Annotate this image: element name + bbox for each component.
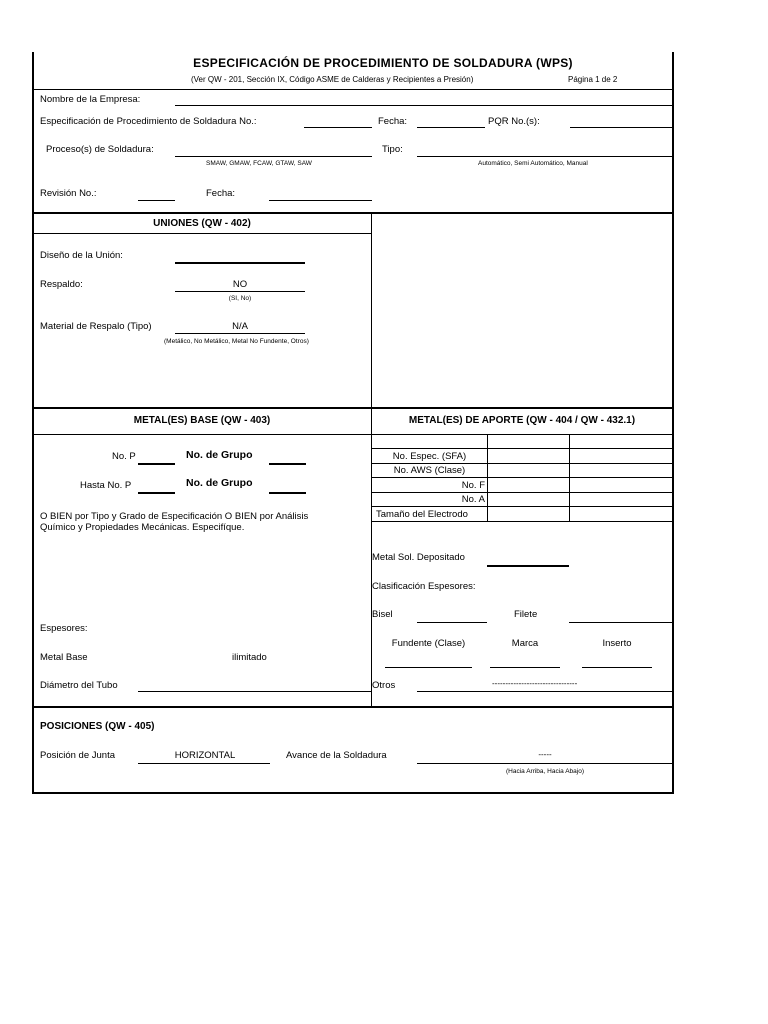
thickness-classification-label: Clasificación Espesores: <box>372 581 476 592</box>
group-number-label: No. de Grupo <box>186 449 253 461</box>
specification-text-line-2: Químico y Propiedades Mecánicas. Especifíque. <box>40 522 245 533</box>
filler-table-row-line-6 <box>372 521 672 522</box>
general-section-divider <box>32 212 674 214</box>
group-number-input-line[interactable] <box>269 463 306 465</box>
joint-position-input-line[interactable] <box>138 763 270 764</box>
date-input-line[interactable] <box>417 127 485 128</box>
backing-material-value: N/A <box>232 321 248 332</box>
filler-metal-section-title: METAL(ES) DE APORTE (QW - 404 / QW - 432.1) <box>408 415 636 426</box>
progression-hint: (Hacia Arriba, Hacia Abajo) <box>505 768 585 775</box>
base-metal-value: ilimitado <box>232 652 267 663</box>
insert-input-line[interactable] <box>582 667 652 668</box>
groove-input-line[interactable] <box>417 622 487 623</box>
positions-section-title: POSICIONES (QW - 405) <box>40 721 155 732</box>
revision-input-line[interactable] <box>138 200 175 201</box>
group-number-input-line-2[interactable] <box>269 492 306 494</box>
filler-table-col-line-2 <box>569 435 570 521</box>
page-title: ESPECIFICACIÓN DE PROCEDIMIENTO DE SOLDADURA (WPS) <box>193 56 573 70</box>
backing-input-line[interactable] <box>175 291 305 292</box>
backing-material-label: Material de Respalo (Tipo) <box>40 321 152 332</box>
progression-label: Avance de la Soldadura <box>286 750 387 761</box>
others-label: Otros <box>372 680 396 691</box>
pipe-diameter-input-line[interactable] <box>138 691 372 692</box>
deposited-metal-label: Metal Sol. Depositado <box>372 552 465 563</box>
type-hint: Automático, Semi Automático, Manual <box>478 160 588 167</box>
filler-table-row-line-5 <box>372 506 672 507</box>
progression-value: ----- <box>538 750 552 759</box>
others-value: -------------------------------- <box>492 679 578 688</box>
type-input-line[interactable] <box>417 156 672 157</box>
to-p-number-label: Hasta No. P <box>80 480 132 491</box>
joint-position-value: HORIZONTAL <box>174 750 236 761</box>
others-input-line[interactable] <box>417 691 672 692</box>
p-number-input-line[interactable] <box>138 463 175 465</box>
joint-position-label: Posición de Junta <box>40 750 115 761</box>
p-number-label: No. P <box>112 451 136 462</box>
frame-bottom-border <box>32 792 674 794</box>
metals-section-divider <box>32 706 674 708</box>
joint-design-input-line[interactable] <box>175 262 305 264</box>
backing-material-hint: (Metálico, No Metálico, Metal No Fundente, Otros) <box>164 338 309 345</box>
revision-label: Revisión No.: <box>40 188 97 199</box>
pqr-label: PQR No.(s): <box>488 116 540 127</box>
electrode-size-label: Tamaño del Electrodo <box>376 509 468 520</box>
process-label: Proceso(s) de Soldadura: <box>46 144 154 155</box>
filler-f-number-label: No. F <box>461 480 485 491</box>
filler-table-row-line-2 <box>372 463 672 464</box>
company-input-line[interactable] <box>175 105 672 106</box>
backing-hint: (SI, No) <box>228 295 252 302</box>
group-number-label-2: No. de Grupo <box>186 477 253 489</box>
groove-label: Bisel <box>372 609 393 620</box>
filler-aws-class-label: No. AWS (Clase) <box>393 465 466 476</box>
base-metal-label: Metal Base <box>40 652 88 663</box>
fillet-input-line[interactable] <box>569 622 672 623</box>
process-input-line[interactable] <box>175 156 372 157</box>
date-label: Fecha: <box>378 116 408 127</box>
thickness-label: Espesores: <box>40 623 88 634</box>
flux-class-label: Fundente (Clase) <box>391 638 466 649</box>
base-metal-section-title: METAL(ES) BASE (QW - 403) <box>133 415 271 426</box>
fillet-label: Filete <box>514 609 538 620</box>
to-p-number-input-line[interactable] <box>138 492 175 494</box>
joints-section-title: UNIONES (QW - 402) <box>153 218 251 229</box>
wps-number-label: Especificación de Procedimiento de Soldadura No.: <box>40 116 257 127</box>
joints-title-underline <box>32 233 372 234</box>
joint-design-label: Diseño de la Unión: <box>40 250 123 261</box>
brand-label: Marca <box>511 638 539 649</box>
frame-right-border <box>672 52 674 793</box>
backing-material-input-line[interactable] <box>175 333 305 334</box>
filler-a-number-label: No. A <box>461 494 485 505</box>
progression-input-line[interactable] <box>417 763 672 764</box>
joints-section-divider <box>32 407 674 409</box>
specification-text-line-1: O BIEN por Tipo y Grado de Especificación O BIEN por Análisis <box>40 511 309 522</box>
deposited-metal-input-line[interactable] <box>487 565 569 567</box>
header-divider <box>32 89 674 90</box>
pqr-input-line[interactable] <box>570 127 672 128</box>
type-label: Tipo: <box>382 144 403 155</box>
company-label: Nombre de la Empresa: <box>40 94 141 105</box>
metal-titles-underline <box>32 434 674 435</box>
brand-input-line[interactable] <box>490 667 560 668</box>
backing-label: Respaldo: <box>40 279 83 290</box>
insert-label: Inserto <box>602 638 632 649</box>
page-subtitle: (Ver QW - 201, Sección IX, Código ASME de Calderas y Recipientes a Presión) <box>191 75 474 84</box>
wps-number-input-line[interactable] <box>304 127 372 128</box>
flux-class-input-line[interactable] <box>385 667 472 668</box>
filler-table-row-line-3 <box>372 477 672 478</box>
backing-value: NO <box>232 279 248 290</box>
pipe-diameter-label: Diámetro del Tubo <box>40 680 118 691</box>
process-hint: SMAW, GMAW, FCAW, GTAW, SAW <box>206 160 312 167</box>
page-number: Página 1 de 2 <box>568 75 618 84</box>
filler-spec-no-label: No. Espec. (SFA) <box>392 451 467 462</box>
filler-table-row-line-4 <box>372 492 672 493</box>
revision-date-label: Fecha: <box>206 188 236 199</box>
revision-date-input-line[interactable] <box>269 200 372 201</box>
filler-table-col-line-1 <box>487 435 488 521</box>
filler-table-row-line-1 <box>372 448 672 449</box>
